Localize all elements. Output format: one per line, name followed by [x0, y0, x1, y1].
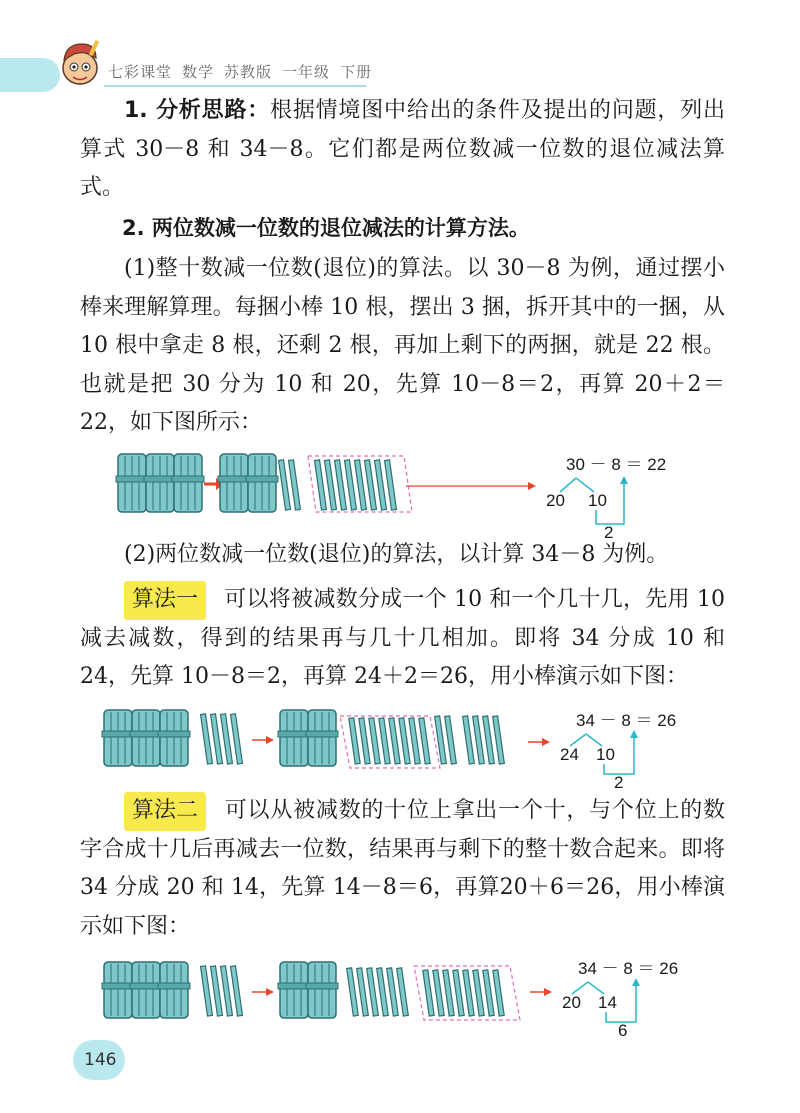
split-left: 20 [546, 491, 565, 510]
result-arrow-icon [630, 730, 638, 738]
section2-part2: (2)两位数减一位数(退位)的算法，以计算 34－8 为例。 [124, 542, 669, 567]
header-volume: 下册 [340, 63, 373, 81]
stick-bundle [158, 962, 190, 1018]
arrow-icon [252, 736, 274, 744]
arrow-icon [252, 988, 274, 996]
header-subject: 数学 [182, 63, 215, 81]
loose-sticks [201, 966, 243, 1016]
equation: 30 － 8 ＝ 22 [566, 455, 667, 474]
equation: 34 － 8 ＝ 26 [576, 711, 677, 730]
result-arrow-icon [632, 978, 640, 986]
method1-tag: 算法一 [124, 581, 206, 620]
method1-text: 可以将被减数分成一个 10 和一个几十几，先用 10 减去减数，得到的结果再与几十几相加。即将 34 分成 10 和 24，先算 10－8＝2，再算 24＋2＝26，用小棒演示如下图： [80, 587, 725, 689]
stick-bundle [246, 454, 278, 512]
stick-bundle [130, 962, 162, 1018]
stick-bundle [144, 454, 176, 512]
page-number: 146 [84, 1050, 117, 1070]
stick-bundle [172, 454, 204, 512]
header-band [0, 58, 60, 92]
stick-bundle [158, 710, 190, 766]
stick-bundle [130, 710, 162, 766]
loose-sticks [347, 968, 409, 1016]
mascot-icon [56, 36, 104, 88]
split-right: 10 [588, 491, 607, 510]
stick-bundles-right [218, 454, 278, 512]
long-arrow-icon [406, 482, 536, 490]
stick-bundle [116, 454, 148, 512]
result: 6 [618, 1021, 628, 1040]
section2-part1: (1)整十数减一位数(退位)的算法。以 30－8 为例，通过摆小棒来理解算理。每捆小棒 10 根，摆出 3 捆，拆开其中的一捆，从 10 根中拿走 8 根，还剩 2 根，再加上剩下的两捆，就是 22 根。也就是把 30 分为 10 和 20，先算 10－8＝2，再算 20＋2＝22，如下图所示： [80, 256, 725, 435]
method1-paragraph [80, 581, 725, 697]
header-grade: 一年级 [282, 63, 331, 81]
split-right: 14 [598, 993, 617, 1012]
figure-34-minus-8-method2 [0, 954, 800, 1044]
stick-bundle [102, 710, 134, 766]
method2-paragraph [80, 792, 725, 946]
header-rule [104, 85, 366, 87]
header-edition: 苏教版 [224, 63, 273, 81]
stick-bundle [102, 962, 134, 1018]
method2-tag: 算法二 [124, 792, 206, 831]
removed-sticks [315, 460, 397, 510]
loose-sticks [279, 460, 301, 510]
header-series [108, 61, 382, 82]
removed-sticks [349, 718, 430, 764]
stick-bundles-left [102, 962, 190, 1018]
figure-30-minus-8 [0, 448, 800, 548]
stick-bundles-left [116, 454, 204, 512]
arrow-icon [528, 738, 550, 746]
removed-sticks [423, 970, 504, 1016]
stick-bundle [278, 710, 310, 766]
method2-text: 可以从被减数的十位上拿出一个十，与个位上的数字合成十几后再减去一位数，结果再与剩下的整十数合起来。即将 34 分成 20 和 14，先算 14－8＝6，再算20＋6＝26，用小棒演示如下图： [80, 798, 725, 939]
split-right: 10 [596, 745, 615, 764]
stick-bundle [306, 710, 338, 766]
loose-sticks [201, 714, 243, 764]
split-left: 20 [562, 993, 581, 1012]
section1-label: 1. 分析思路： [124, 98, 271, 123]
stick-bundles-left [102, 710, 190, 766]
section2-heading: 2. 两位数减一位数的退位减法的计算方法。 [122, 216, 530, 240]
result: 2 [604, 523, 614, 542]
figure-34-minus-8-method1 [0, 702, 800, 792]
section1-paragraph [80, 92, 725, 208]
stick-bundle [218, 454, 250, 512]
split-left: 24 [560, 745, 579, 764]
stick-bundle [278, 962, 310, 1018]
stick-bundle [306, 962, 338, 1018]
header-series-name: 七彩课堂 [108, 63, 173, 81]
split-lines [560, 478, 594, 492]
stick-bundles-right [278, 962, 338, 1018]
section1-text: 根据情境图中给出的条件及提出的问题，列出算式 30－8 和 34－8。它们都是两位数减一位数的退位减法算式。 [80, 98, 725, 200]
arrow-icon [530, 988, 552, 996]
equation: 34 － 8 ＝ 26 [578, 959, 679, 978]
loose-sticks [435, 716, 505, 764]
result-arrow-icon [620, 476, 628, 484]
stick-bundles-right [278, 710, 338, 766]
result: 2 [614, 773, 624, 792]
